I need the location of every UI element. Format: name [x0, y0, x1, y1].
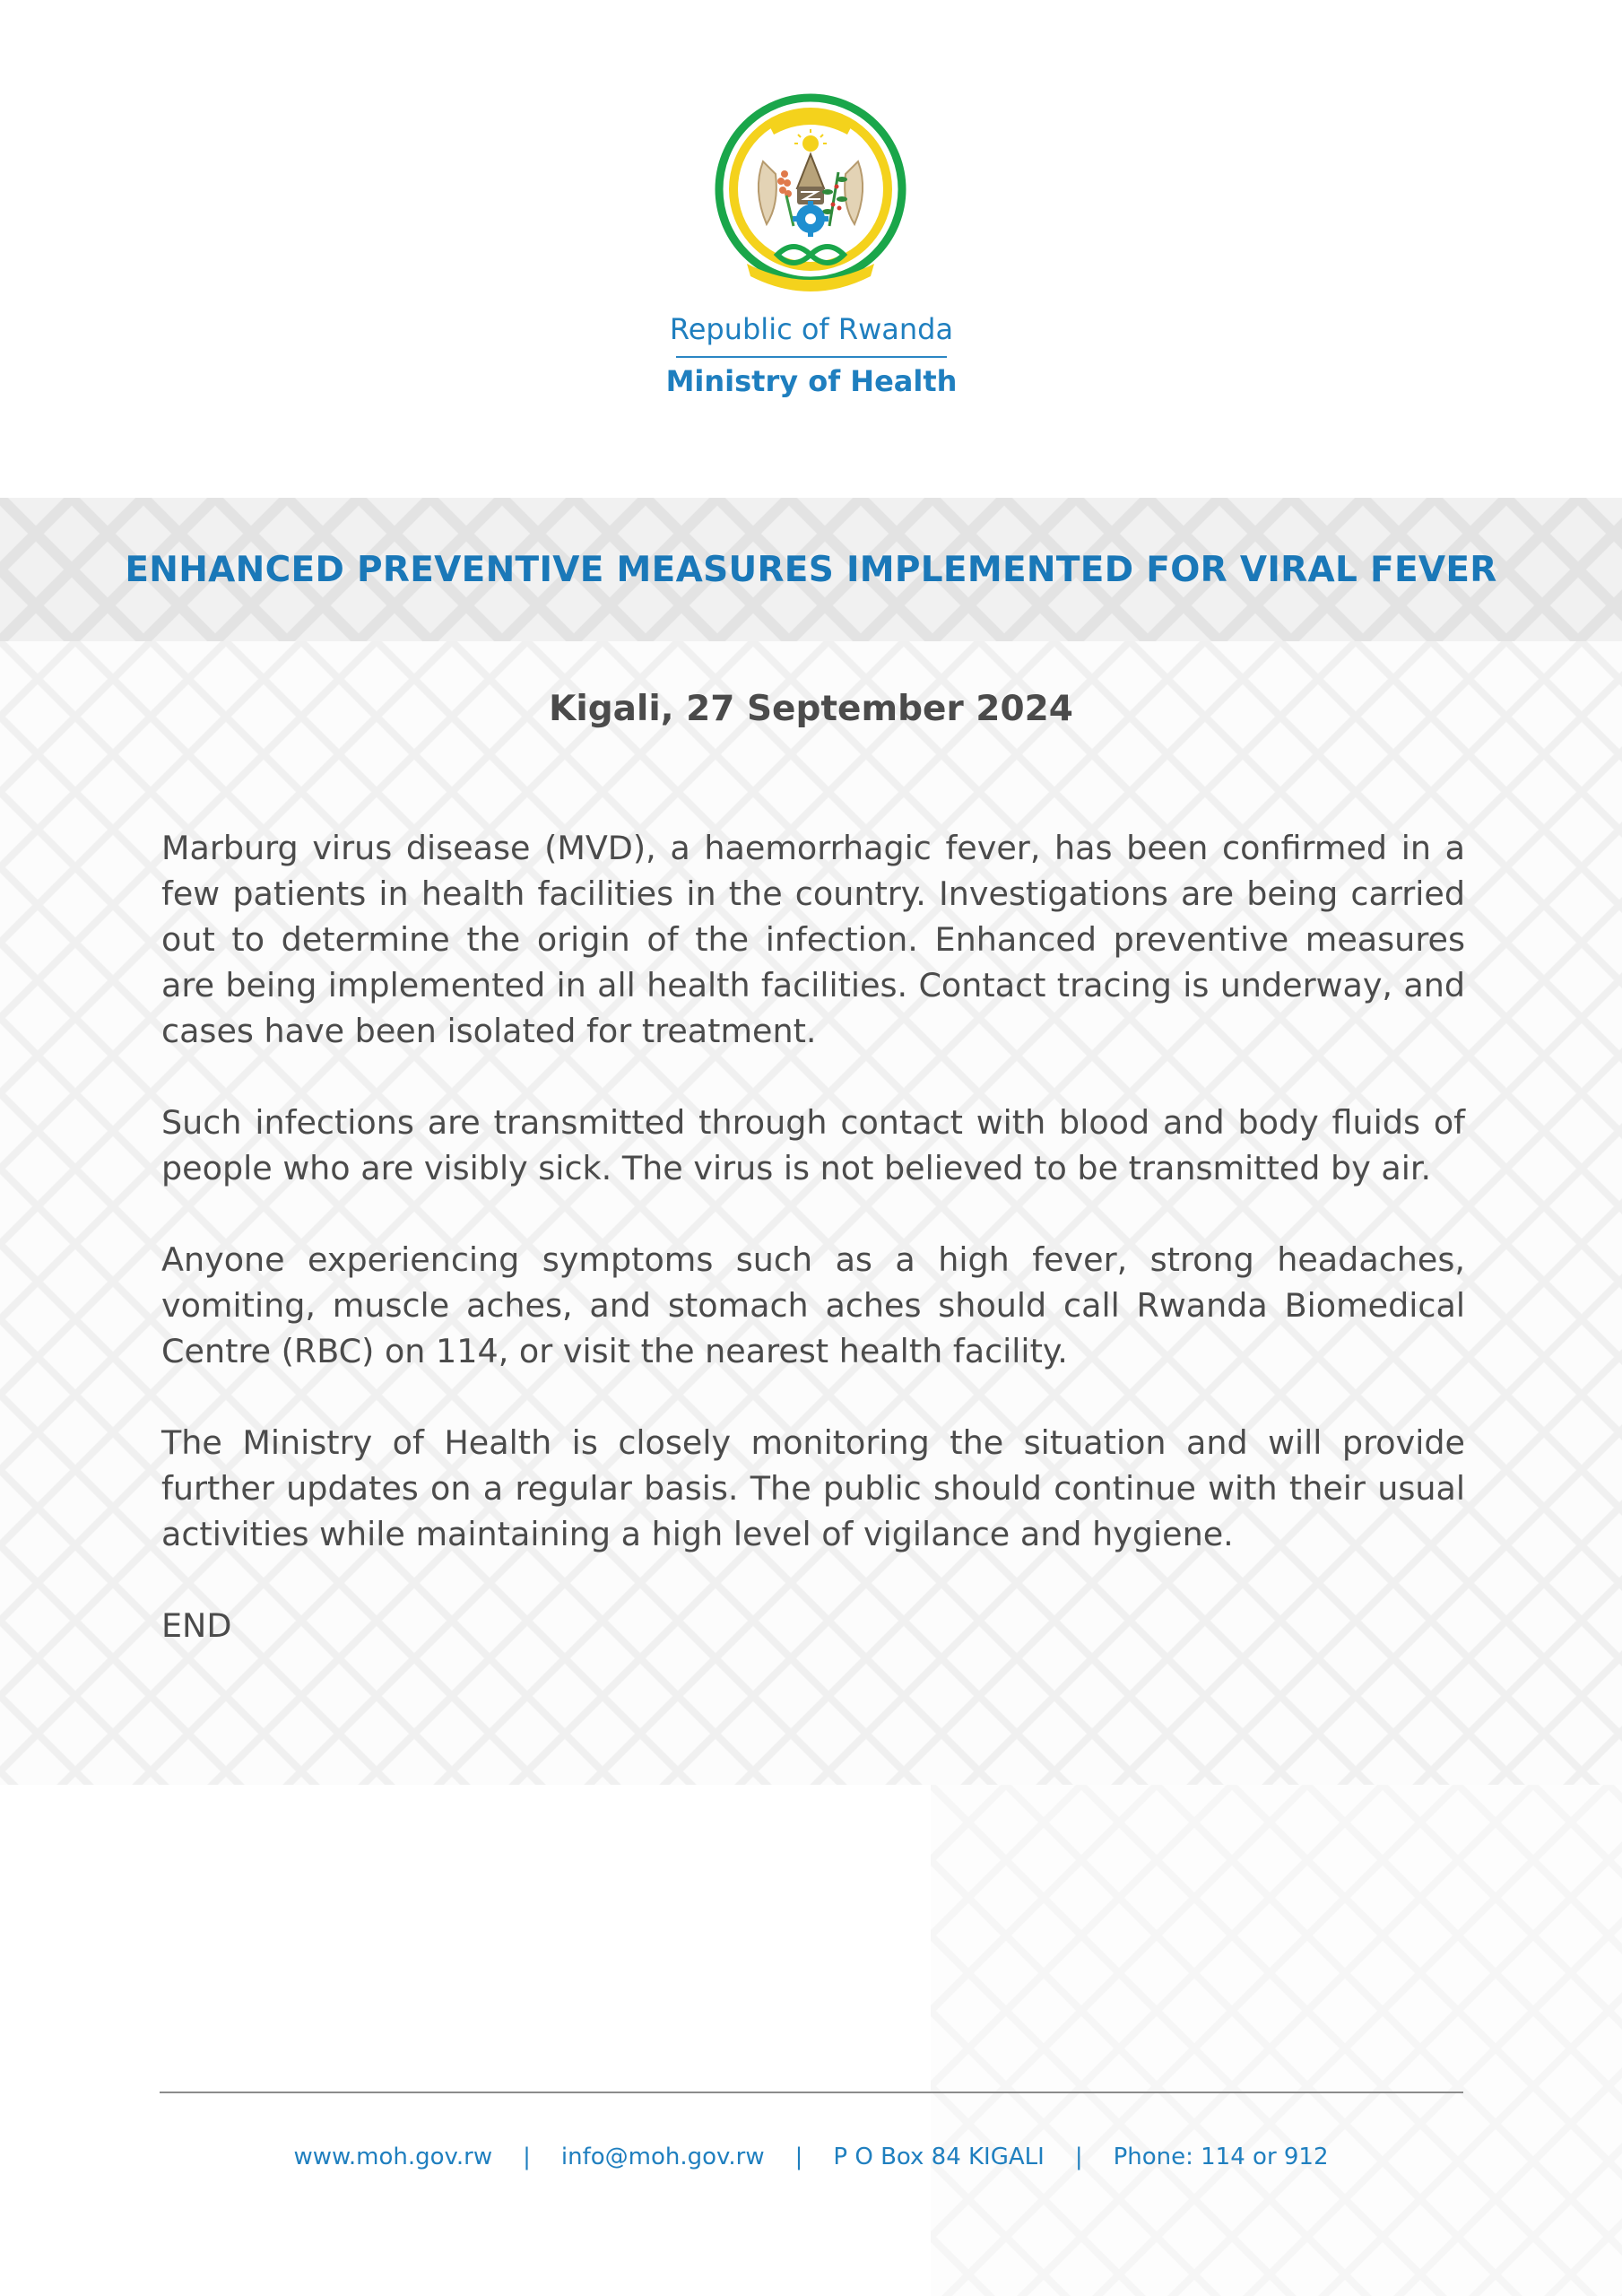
body-paragraph: Such infections are transmitted through contact with blood and body fluids of people who are visibly sick. The virus is not believed to be transmitted by air.	[161, 1103, 1465, 1187]
footer-separator: |	[794, 2144, 803, 2170]
country-name: Republic of Rwanda	[669, 312, 954, 346]
body-paragraph: Anyone experiencing symptoms such as a high fever, strong headaches, vomiting, muscle aches, and stomach aches should call Rwanda Biomedical Centre (RBC) on 114, or visit the nearest health facility.	[161, 1240, 1465, 1370]
po-box: P O Box 84 KIGALI	[833, 2144, 1045, 2170]
email-link[interactable]: info@moh.gov.rw	[560, 2144, 765, 2170]
emblem	[711, 91, 910, 296]
footer-separator: |	[1074, 2144, 1083, 2170]
phone-number: Phone: 114 or 912	[1113, 2144, 1329, 2170]
press-release-title: ENHANCED PREVENTIVE MEASURES IMPLEMENTED FOR VIRAL FEVER	[125, 549, 1497, 590]
footer-divider	[160, 2092, 1463, 2093]
body-paragraph: Marburg virus disease (MVD), a haemorrhagic fever, has been confirmed in a few patients in health facilities in the country. Investigations are being carried out to determine the origin of the infection. Enhanced preventive measures are being implemented in all health facilities. Contact tracing is underway, and cases have been isolated for treatment.	[161, 829, 1465, 1050]
ministry-name: Ministry of Health	[665, 364, 958, 398]
background-pattern-lower-right	[931, 1785, 1622, 2296]
end-marker: END	[161, 1606, 232, 1645]
dateline: Kigali, 27 September 2024	[549, 689, 1073, 729]
body-paragraph: The Ministry of Health is closely monitoring the situation and will provide further updates on a regular basis. The public should continue with their usual activities while maintaining a high level of vigilance and hygiene.	[161, 1423, 1465, 1553]
footer-contact	[0, 2144, 1622, 2170]
website-link[interactable]: www.moh.gov.rw	[293, 2144, 493, 2170]
press-release-body	[161, 825, 1465, 1694]
rwanda-coat-of-arms-icon	[711, 91, 910, 296]
header-divider	[676, 356, 947, 358]
footer-separator: |	[523, 2144, 531, 2170]
